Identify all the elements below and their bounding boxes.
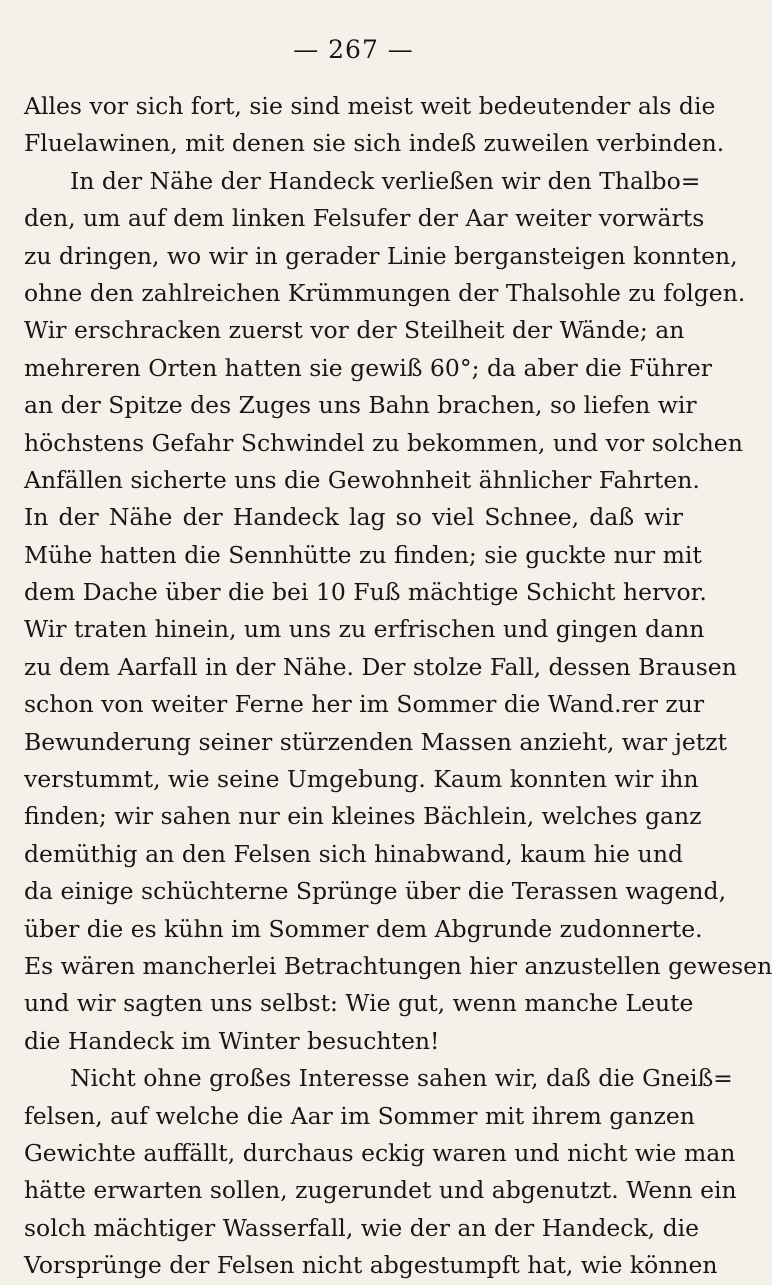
- text-line: Fluelawinen, mit denen sie sich indeß zuweilen verbinden.: [24, 129, 725, 158]
- text-line: hätte erwarten sollen, zugerundet und abgenutzt. Wenn ein: [24, 1176, 737, 1205]
- text-line: Wir traten hinein, um uns zu erfrischen und gingen dann: [24, 615, 705, 644]
- text-line: demüthig an den Felsen sich hinabwand, kaum hie und: [24, 839, 683, 868]
- text-line: In der Nähe der Handeck verließen wir den Thalbo=: [70, 166, 701, 195]
- page-number: — 267 —: [293, 35, 414, 64]
- page-body-text: [24, 88, 772, 1285]
- text-line: über die es kühn im Sommer dem Abgrunde zudonnerte.: [24, 914, 703, 943]
- text-line: schon von weiter Ferne her im Sommer die Wand.rer zur: [24, 690, 705, 719]
- text-line: Gewichte auffällt, durchaus eckig waren und nicht wie man: [24, 1138, 736, 1167]
- text-line: Nicht ohne großes Interesse sahen wir, daß die Gneiß=: [70, 1064, 733, 1093]
- text-line: mehreren Orten hatten sie gewiß 60°; da aber die Führer: [24, 353, 713, 382]
- text-line: da einige schüchterne Sprünge über die Terassen wagend,: [24, 877, 727, 906]
- text-line: Vorsprünge der Felsen nicht abgestumpft hat, wie können: [24, 1251, 718, 1280]
- text-line: Mühe hatten die Sennhütte zu finden; sie guckte nur mit: [24, 540, 702, 569]
- text-line: verstummt, wie seine Umgebung. Kaum konnten wir ihn: [24, 765, 699, 794]
- text-line: Anfällen sicherte uns die Gewohnheit ähnlicher Fahrten.: [24, 465, 700, 494]
- text-line: solch mächtiger Wasserfall, wie der an der Handeck, die: [24, 1213, 700, 1242]
- text-line: Bewunderung seiner stürzenden Massen anzieht, war jetzt: [24, 727, 728, 756]
- text-line: dem Dache über die bei 10 Fuß mächtige Schicht hervor.: [24, 578, 707, 607]
- text-line: zu dem Aarfall in der Nähe. Der stolze Fall, dessen Brausen: [24, 652, 737, 681]
- text-line: an der Spitze des Zuges uns Bahn brachen, so liefen wir: [24, 391, 697, 420]
- text-line: und wir sagten uns selbst: Wie gut, wenn manche Leute: [24, 989, 694, 1018]
- text-line: die Handeck im Winter besuchten!: [24, 1026, 440, 1055]
- text-line: ohne den zahlreichen Krümmungen der Thalsohle zu folgen.: [24, 278, 746, 307]
- text-line: Wir erschracken zuerst vor der Steilheit der Wände; an: [24, 316, 685, 345]
- text-line: felsen, auf welche die Aar im Sommer mit ihrem ganzen: [24, 1101, 695, 1130]
- text-line: zu dringen, wo wir in gerader Linie bergansteigen konnten,: [24, 241, 738, 270]
- text-line: Es wären mancherlei Betrachtungen hier anzustellen gewesen: [24, 951, 772, 980]
- text-line: Alles vor sich fort, sie sind meist weit bedeutender als die: [24, 92, 716, 120]
- text-line: In der Nähe der Handeck lag so viel Schnee, daß wir: [24, 503, 683, 532]
- text-line: den, um auf dem linken Felsufer der Aar weiter vorwärts: [24, 204, 705, 233]
- text-line: höchstens Gefahr Schwindel zu bekommen, und vor solchen: [24, 428, 743, 457]
- text-line: finden; wir sahen nur ein kleines Bächlein, welches ganz: [24, 802, 702, 831]
